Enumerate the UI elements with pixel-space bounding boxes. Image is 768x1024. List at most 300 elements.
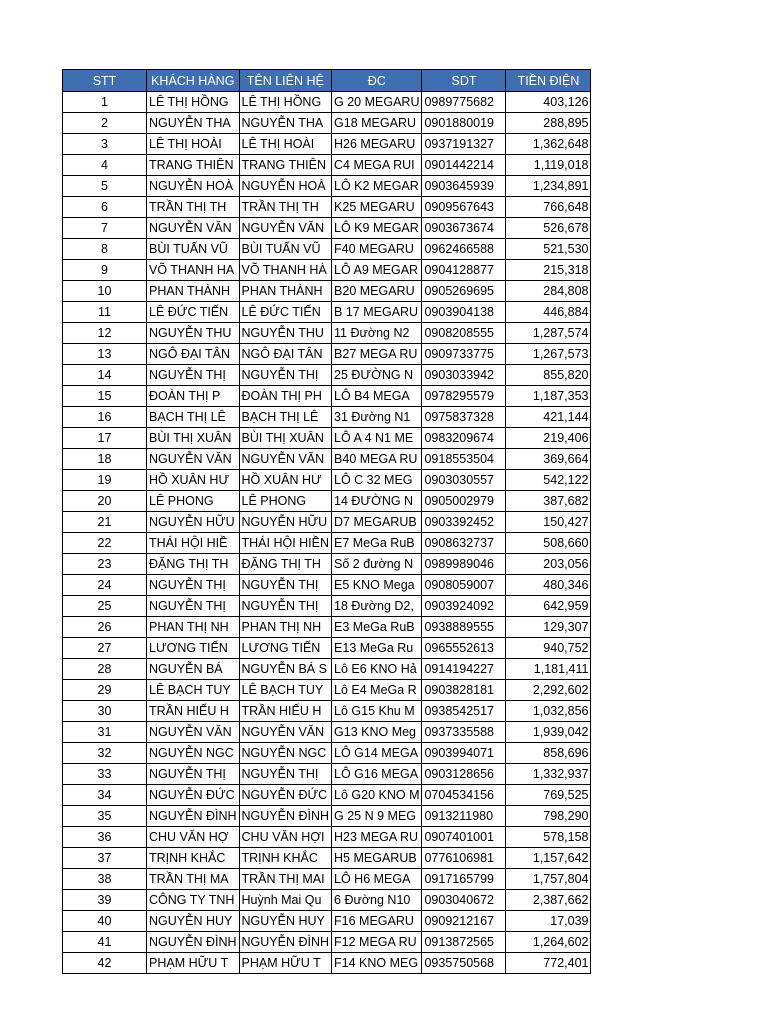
customer-cell[interactable]: NGUYỄN THỊ [147,596,240,617]
stt-cell[interactable]: 12 [63,323,147,344]
address-cell[interactable]: H23 MEGA RU [332,827,422,848]
table-row [63,197,591,218]
customer-cell[interactable]: CÔNG TY TNH [147,890,240,911]
stt-cell[interactable]: 19 [63,470,147,491]
customer-cell[interactable]: ĐOÀN THỊ P [147,386,240,407]
phone-cell[interactable]: 0903828181 [422,680,506,701]
column-header-customer[interactable]: KHÁCH HÀNG [147,70,240,92]
contact-name-cell[interactable]: BÙI THỊ XUÂN [239,428,332,449]
contact-name-cell[interactable]: NGUYỄN THỊ [239,575,332,596]
stt-cell[interactable]: 34 [63,785,147,806]
customer-cell[interactable]: BÙI TUẤN VŨ [147,239,240,260]
electricity-fee-cell[interactable]: 1,332,937 [506,764,591,785]
customer-cell[interactable]: CHU VĂN HỢ [147,827,240,848]
electricity-fee-cell[interactable]: 17,039 [506,911,591,932]
phone-cell[interactable]: 0937335588 [422,722,506,743]
column-header-stt[interactable]: STT [63,70,147,92]
customer-cell[interactable]: LÊ THỊ HOÀI [147,134,240,155]
electricity-fee-cell[interactable]: 129,307 [506,617,591,638]
electricity-fee-cell[interactable]: 203,056 [506,554,591,575]
address-cell[interactable]: Lô E4 MeGa R [332,680,422,701]
address-cell[interactable]: 11 Đường N2 [332,323,422,344]
address-cell[interactable]: E13 MeGa Ru [332,638,422,659]
phone-cell[interactable]: 0962466588 [422,239,506,260]
electricity-fee-cell[interactable]: 769,525 [506,785,591,806]
electricity-fee-cell[interactable]: 940,752 [506,638,591,659]
table-row [63,365,591,386]
address-cell[interactable]: 18 Đường D2, [332,596,422,617]
phone-cell[interactable]: 0908059007 [422,575,506,596]
table-row [63,344,591,365]
stt-cell[interactable]: 7 [63,218,147,239]
customer-cell[interactable]: NGUYỄN ĐÌNH [147,932,240,953]
stt-cell[interactable]: 22 [63,533,147,554]
table-row [63,575,591,596]
address-cell[interactable]: G18 MEGARU [332,113,422,134]
customer-cell[interactable]: NGÔ ĐẠI TÂN [147,344,240,365]
address-cell[interactable]: B20 MEGARU [332,281,422,302]
stt-cell[interactable]: 8 [63,239,147,260]
stt-cell[interactable]: 11 [63,302,147,323]
phone-cell[interactable]: 0917165799 [422,869,506,890]
contact-name-cell[interactable]: CHU VĂN HỢI [239,827,332,848]
contact-name-cell[interactable]: TRẦN HIẾU H [239,701,332,722]
table-row [63,239,591,260]
customer-cell[interactable]: TRẦN THỊ MA [147,869,240,890]
contact-name-cell[interactable]: VÕ THANH HÀ [239,260,332,281]
phone-cell[interactable]: 0909212167 [422,911,506,932]
contact-name-cell[interactable]: ĐẶNG THỊ TH [239,554,332,575]
electricity-fee-cell[interactable]: 387,682 [506,491,591,512]
column-header-address[interactable]: ĐC [332,70,422,92]
customer-cell[interactable]: NGUYỄN THỊ [147,365,240,386]
stt-cell[interactable]: 2 [63,113,147,134]
electricity-fee-cell[interactable]: 642,959 [506,596,591,617]
phone-cell[interactable]: 0938889555 [422,617,506,638]
stt-cell[interactable]: 13 [63,344,147,365]
contact-name-cell[interactable]: TRẦN THỊ TH [239,197,332,218]
address-cell[interactable]: G 20 MEGARU [332,92,422,113]
phone-cell[interactable]: 0905002979 [422,491,506,512]
address-cell[interactable]: Số 2 đường N [332,554,422,575]
contact-name-cell[interactable]: Huỳnh Mai Qu [239,890,332,911]
contact-name-cell[interactable]: NGÔ ĐẠI TÂN [239,344,332,365]
customer-cell[interactable]: PHAN THỊ NH [147,617,240,638]
electricity-fee-cell[interactable]: 219,406 [506,428,591,449]
customer-cell[interactable]: PHẠM HỮU T [147,953,240,974]
stt-cell[interactable]: 40 [63,911,147,932]
table-header [63,70,591,92]
table-row [63,386,591,407]
address-cell[interactable]: LÔ G14 MEGA [332,743,422,764]
contact-name-cell[interactable]: NGUYỄN THỊ [239,596,332,617]
customer-cell[interactable]: TRỊNH KHẮC [147,848,240,869]
address-cell[interactable]: LÔ A9 MEGAR [332,260,422,281]
address-cell[interactable]: E5 KNO Mega [332,575,422,596]
customer-electricity-table [62,69,591,974]
table-row [63,554,591,575]
contact-name-cell[interactable]: NGUYỄN NGC [239,743,332,764]
customer-cell[interactable]: TRẦN THỊ TH [147,197,240,218]
table-row [63,176,591,197]
electricity-fee-cell[interactable]: 772,401 [506,953,591,974]
electricity-fee-cell[interactable]: 2,387,662 [506,890,591,911]
electricity-fee-cell[interactable]: 288,895 [506,113,591,134]
contact-name-cell[interactable]: TRẦN THỊ MAI [239,869,332,890]
electricity-fee-cell[interactable]: 1,362,648 [506,134,591,155]
contact-name-cell[interactable]: LÊ BẠCH TUY [239,680,332,701]
address-cell[interactable]: B 17 MEGARU [332,302,422,323]
contact-name-cell[interactable]: LÊ ĐỨC TIẾN [239,302,332,323]
phone-cell[interactable]: 0904128877 [422,260,506,281]
phone-cell[interactable]: 0908208555 [422,323,506,344]
contact-name-cell[interactable]: NGUYỄN HỮU [239,512,332,533]
address-cell[interactable]: LÔ K9 MEGAR [332,218,422,239]
stt-cell[interactable]: 37 [63,848,147,869]
electricity-fee-cell[interactable]: 1,757,804 [506,869,591,890]
phone-cell[interactable]: 0978295579 [422,386,506,407]
electricity-fee-cell[interactable]: 1,157,642 [506,848,591,869]
electricity-fee-cell[interactable]: 215,318 [506,260,591,281]
contact-name-cell[interactable]: BẠCH THỊ LÊ [239,407,332,428]
stt-cell[interactable]: 42 [63,953,147,974]
customer-cell[interactable]: LƯƠNG TIẾN [147,638,240,659]
table-row [63,407,591,428]
phone-cell[interactable]: 0903128656 [422,764,506,785]
table-row [63,701,591,722]
address-cell[interactable]: LÔ K2 MEGAR [332,176,422,197]
phone-cell[interactable]: 0909733775 [422,344,506,365]
stt-cell[interactable]: 20 [63,491,147,512]
stt-cell[interactable]: 14 [63,365,147,386]
electricity-fee-cell[interactable]: 1,187,353 [506,386,591,407]
contact-name-cell[interactable]: HỒ XUÂN HƯ [239,470,332,491]
customer-cell[interactable]: NGUYỄN HOÀ [147,176,240,197]
phone-cell[interactable]: 0776106981 [422,848,506,869]
contact-name-cell[interactable]: NGUYỄN HUY [239,911,332,932]
stt-cell[interactable]: 32 [63,743,147,764]
stt-cell[interactable]: 18 [63,449,147,470]
table-row [63,218,591,239]
header-row [63,70,591,92]
customer-cell[interactable]: LÊ ĐỨC TIẾN [147,302,240,323]
table-row [63,932,591,953]
table-row [63,491,591,512]
contact-name-cell[interactable]: NGUYỄN ĐÌNH [239,932,332,953]
address-cell[interactable]: E7 MeGa RuB [332,533,422,554]
customer-cell[interactable]: NGUYỄN THỊ [147,575,240,596]
contact-name-cell[interactable]: LÊ THỊ HOÀI [239,134,332,155]
contact-name-cell[interactable]: NGUYỄN HOÀ [239,176,332,197]
stt-cell[interactable]: 33 [63,764,147,785]
address-cell[interactable]: 14 ĐƯỜNG N [332,491,422,512]
electricity-fee-cell[interactable]: 2,292,602 [506,680,591,701]
table-row [63,659,591,680]
table-row [63,470,591,491]
contact-name-cell[interactable]: LÊ PHONG [239,491,332,512]
customer-cell[interactable]: LÊ BẠCH TUY [147,680,240,701]
address-cell[interactable]: H5 MEGARUB [332,848,422,869]
table-row [63,785,591,806]
contact-name-cell[interactable]: PHẠM HỮU T [239,953,332,974]
stt-cell[interactable]: 16 [63,407,147,428]
stt-cell[interactable]: 9 [63,260,147,281]
stt-cell[interactable]: 26 [63,617,147,638]
address-cell[interactable]: LÔ A 4 N1 ME [332,428,422,449]
phone-cell[interactable]: 0935750568 [422,953,506,974]
customer-cell[interactable]: TRẦN HIẾU H [147,701,240,722]
address-cell[interactable]: 31 Đường N1 [332,407,422,428]
customer-cell[interactable]: LÊ PHONG [147,491,240,512]
address-cell[interactable]: 6 Đường N10 [332,890,422,911]
phone-cell[interactable]: 0965552613 [422,638,506,659]
electricity-fee-cell[interactable]: 403,126 [506,92,591,113]
electricity-fee-cell[interactable]: 1,234,891 [506,176,591,197]
customer-cell[interactable]: VÕ THANH HA [147,260,240,281]
customer-cell[interactable]: HỒ XUÂN HƯ [147,470,240,491]
table-row [63,722,591,743]
contact-name-cell[interactable]: NGUYỄN BÁ S [239,659,332,680]
table-row [63,617,591,638]
address-cell[interactable]: Lô G20 KNO M [332,785,422,806]
customer-cell[interactable]: NGUYỄN NGC [147,743,240,764]
phone-cell[interactable]: 0914194227 [422,659,506,680]
phone-cell[interactable]: 0903645939 [422,176,506,197]
address-cell[interactable]: F16 MEGARU [332,911,422,932]
column-header-contact-name[interactable]: TÊN LIÊN HỆ [239,70,332,92]
contact-name-cell[interactable]: ĐOÀN THỊ PH [239,386,332,407]
contact-name-cell[interactable]: BÙI TUẤN VŨ [239,239,332,260]
column-header-electricity-fee[interactable]: TIỀN ĐIỆN [506,70,591,92]
phone-cell[interactable]: 0903040672 [422,890,506,911]
address-cell[interactable]: H26 MEGARU [332,134,422,155]
electricity-fee-cell[interactable]: 1,032,856 [506,701,591,722]
customer-cell[interactable]: NGUYỄN ĐỨC [147,785,240,806]
contact-name-cell[interactable]: NGUYỄN ĐỨC [239,785,332,806]
customer-cell[interactable]: NGUYỄN BÁ [147,659,240,680]
stt-cell[interactable]: 23 [63,554,147,575]
table-row [63,533,591,554]
stt-cell[interactable]: 1 [63,92,147,113]
phone-cell[interactable]: 0704534156 [422,785,506,806]
contact-name-cell[interactable]: NGUYỄN THU [239,323,332,344]
phone-cell[interactable]: 0937191327 [422,134,506,155]
address-cell[interactable]: D7 MEGARUB [332,512,422,533]
stt-cell[interactable]: 6 [63,197,147,218]
contact-name-cell[interactable]: NGUYỄN THA [239,113,332,134]
phone-cell[interactable]: 0913872565 [422,932,506,953]
table-row [63,449,591,470]
customer-cell[interactable]: NGUYỄN HỮU [147,512,240,533]
table-row [63,848,591,869]
stt-cell[interactable]: 36 [63,827,147,848]
contact-name-cell[interactable]: NGUYỄN THỊ [239,365,332,386]
address-cell[interactable]: LÔ B4 MEGA [332,386,422,407]
customer-cell[interactable]: PHAN THÀNH [147,281,240,302]
table-row [63,113,591,134]
stt-cell[interactable]: 5 [63,176,147,197]
phone-cell[interactable]: 0903924092 [422,596,506,617]
electricity-fee-cell[interactable]: 150,427 [506,512,591,533]
phone-cell[interactable]: 0983209674 [422,428,506,449]
contact-name-cell[interactable]: LÊ THỊ HỒNG [239,92,332,113]
stt-cell[interactable]: 29 [63,680,147,701]
phone-cell[interactable]: 0907401001 [422,827,506,848]
address-cell[interactable]: G 25 N 9 MEG [332,806,422,827]
contact-name-cell[interactable]: NGUYỄN THỊ [239,764,332,785]
electricity-fee-cell[interactable]: 578,158 [506,827,591,848]
electricity-fee-cell[interactable]: 421,144 [506,407,591,428]
table-row [63,911,591,932]
table-row [63,890,591,911]
stt-cell[interactable]: 15 [63,386,147,407]
address-cell[interactable]: G13 KNO Meg [332,722,422,743]
table-row [63,806,591,827]
stt-cell[interactable]: 27 [63,638,147,659]
customer-cell[interactable]: ĐẶNG THỊ TH [147,554,240,575]
electricity-fee-cell[interactable]: 508,660 [506,533,591,554]
phone-cell[interactable]: 0903030557 [422,470,506,491]
customer-cell[interactable]: THÁI HỘI HIỀ [147,533,240,554]
column-header-phone[interactable]: SDT [422,70,506,92]
table-row [63,638,591,659]
table-row [63,680,591,701]
electricity-fee-cell[interactable]: 542,122 [506,470,591,491]
stt-cell[interactable]: 24 [63,575,147,596]
table-row [63,764,591,785]
electricity-fee-cell[interactable]: 766,648 [506,197,591,218]
phone-cell[interactable]: 0913211980 [422,806,506,827]
address-cell[interactable]: LÔ G16 MEGA [332,764,422,785]
electricity-fee-cell[interactable]: 480,346 [506,575,591,596]
electricity-fee-cell[interactable]: 1,264,602 [506,932,591,953]
phone-cell[interactable]: 0901442214 [422,155,506,176]
stt-cell[interactable]: 4 [63,155,147,176]
contact-name-cell[interactable]: PHAN THỊ NH [239,617,332,638]
table-row [63,953,591,974]
address-cell[interactable]: B40 MEGA RU [332,449,422,470]
customer-cell[interactable]: TRANG THIÊN [147,155,240,176]
address-cell[interactable]: K25 MEGARU [332,197,422,218]
phone-cell[interactable]: 0975837328 [422,407,506,428]
electricity-fee-cell[interactable]: 1,939,042 [506,722,591,743]
table-row [63,323,591,344]
table-body [63,92,591,974]
stt-cell[interactable]: 35 [63,806,147,827]
phone-cell[interactable]: 0989775682 [422,92,506,113]
phone-cell[interactable]: 0905269695 [422,281,506,302]
table-row [63,281,591,302]
contact-name-cell[interactable]: LƯƠNG TIẾN [239,638,332,659]
contact-name-cell[interactable]: NGUYỄN ĐÌNH [239,806,332,827]
address-cell[interactable]: Lô G15 Khu M [332,701,422,722]
stt-cell[interactable]: 41 [63,932,147,953]
stt-cell[interactable]: 38 [63,869,147,890]
contact-name-cell[interactable]: NGUYỄN VĂN [239,218,332,239]
address-cell[interactable]: E3 MeGa RuB [332,617,422,638]
phone-cell[interactable]: 0903994071 [422,743,506,764]
customer-cell[interactable]: NGUYỄN VĂN [147,449,240,470]
stt-cell[interactable]: 30 [63,701,147,722]
phone-cell[interactable]: 0903904138 [422,302,506,323]
address-cell[interactable]: LÔ C 32 MEG [332,470,422,491]
address-cell[interactable]: C4 MEGA RUI [332,155,422,176]
address-cell[interactable]: F14 KNO MEG [332,953,422,974]
table-row [63,596,591,617]
table-row [63,827,591,848]
stt-cell[interactable]: 28 [63,659,147,680]
address-cell[interactable]: F40 MEGARU [332,239,422,260]
electricity-fee-cell[interactable]: 855,820 [506,365,591,386]
contact-name-cell[interactable]: NGUYỄN VĂN [239,722,332,743]
contact-name-cell[interactable]: PHAN THÀNH [239,281,332,302]
phone-cell[interactable]: 0901880019 [422,113,506,134]
table-row [63,155,591,176]
customer-cell[interactable]: NGUYỄN THỊ [147,764,240,785]
electricity-fee-cell[interactable]: 1,287,574 [506,323,591,344]
address-cell[interactable]: 25 ĐƯỜNG N [332,365,422,386]
electricity-fee-cell[interactable]: 369,664 [506,449,591,470]
customer-cell[interactable]: BẠCH THỊ LÊ [147,407,240,428]
electricity-fee-cell[interactable]: 1,267,573 [506,344,591,365]
electricity-fee-cell[interactable]: 521,530 [506,239,591,260]
electricity-fee-cell[interactable]: 526,678 [506,218,591,239]
contact-name-cell[interactable]: TRỊNH KHẮC [239,848,332,869]
phone-cell[interactable]: 0918553504 [422,449,506,470]
customer-cell[interactable]: LÊ THỊ HỒNG [147,92,240,113]
table-row [63,743,591,764]
customer-cell[interactable]: NGUYỄN VĂN [147,218,240,239]
customer-cell[interactable]: NGUYỄN HUY [147,911,240,932]
stt-cell[interactable]: 39 [63,890,147,911]
electricity-fee-cell[interactable]: 446,884 [506,302,591,323]
address-cell[interactable]: Lô E6 KNO Hả [332,659,422,680]
stt-cell[interactable]: 25 [63,596,147,617]
stt-cell[interactable]: 21 [63,512,147,533]
contact-name-cell[interactable]: THÁI HỘI HIỀN [239,533,332,554]
stt-cell[interactable]: 17 [63,428,147,449]
stt-cell[interactable]: 10 [63,281,147,302]
contact-name-cell[interactable]: NGUYỄN VĂN [239,449,332,470]
phone-cell[interactable]: 0909567643 [422,197,506,218]
customer-cell[interactable]: NGUYỄN VĂN [147,722,240,743]
address-cell[interactable]: LÔ H6 MEGA [332,869,422,890]
table-row [63,92,591,113]
contact-name-cell[interactable]: TRANG THIÊN [239,155,332,176]
address-cell[interactable]: B27 MEGA RU [332,344,422,365]
phone-cell[interactable]: 0989989046 [422,554,506,575]
phone-cell[interactable]: 0903033942 [422,365,506,386]
customer-cell[interactable]: NGUYỄN ĐÌNH [147,806,240,827]
electricity-fee-cell[interactable]: 1,181,411 [506,659,591,680]
customer-cell[interactable]: NGUYỄN THU [147,323,240,344]
customer-cell[interactable]: NGUYỄN THA [147,113,240,134]
customer-cell[interactable]: BÙI THỊ XUÂN [147,428,240,449]
stt-cell[interactable]: 31 [63,722,147,743]
electricity-fee-cell[interactable]: 1,119,018 [506,155,591,176]
address-cell[interactable]: F12 MEGA RU [332,932,422,953]
table-row [63,869,591,890]
electricity-fee-cell[interactable]: 284,808 [506,281,591,302]
phone-cell[interactable]: 0938542517 [422,701,506,722]
phone-cell[interactable]: 0903392452 [422,512,506,533]
table-row [63,428,591,449]
stt-cell[interactable]: 3 [63,134,147,155]
electricity-fee-cell[interactable]: 858,696 [506,743,591,764]
electricity-fee-cell[interactable]: 798,290 [506,806,591,827]
phone-cell[interactable]: 0903673674 [422,218,506,239]
phone-cell[interactable]: 0908632737 [422,533,506,554]
